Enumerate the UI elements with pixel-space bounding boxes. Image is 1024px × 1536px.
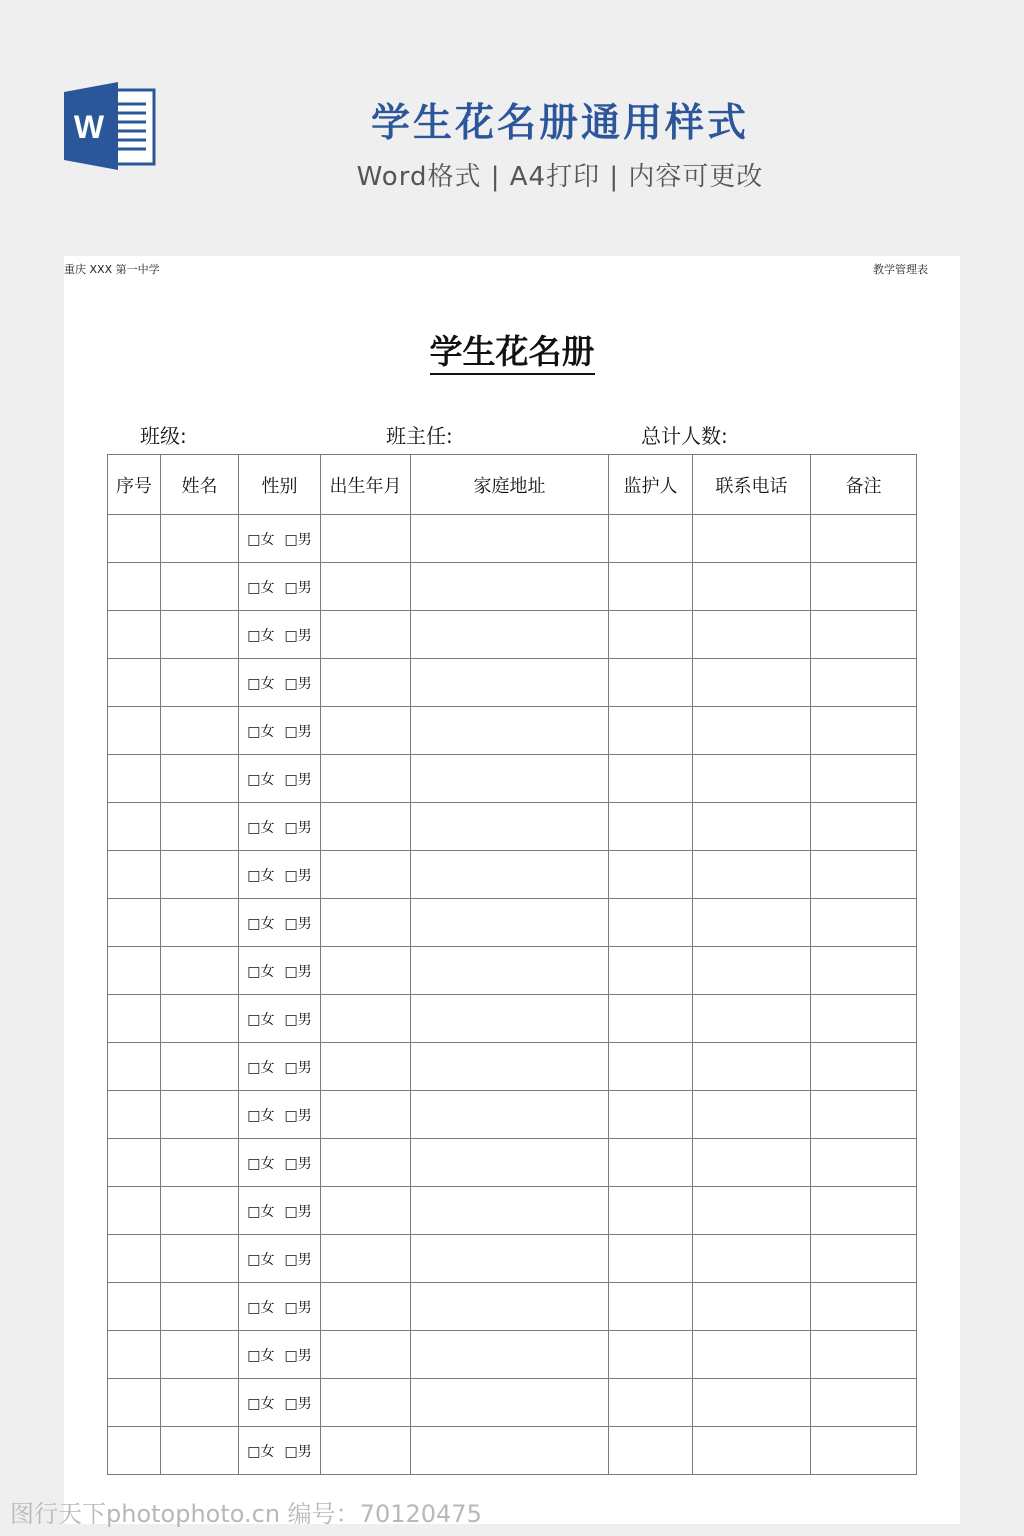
blank-cell[interactable] bbox=[161, 659, 239, 707]
table-row bbox=[108, 1283, 917, 1331]
blank-cell[interactable] bbox=[609, 1139, 693, 1187]
blank-cell[interactable] bbox=[693, 1379, 811, 1427]
blank-cell[interactable] bbox=[161, 899, 239, 947]
gender-cell[interactable] bbox=[239, 755, 321, 803]
male-checkbox[interactable]: □男 bbox=[284, 964, 312, 980]
female-checkbox[interactable]: □女 bbox=[247, 676, 275, 692]
blank-cell[interactable] bbox=[321, 1139, 411, 1187]
female-checkbox[interactable]: □女 bbox=[247, 964, 275, 980]
female-checkbox[interactable]: □女 bbox=[247, 628, 275, 644]
table-row bbox=[108, 947, 917, 995]
male-checkbox[interactable]: □男 bbox=[284, 868, 312, 884]
blank-cell[interactable] bbox=[811, 1427, 917, 1475]
male-checkbox[interactable]: □男 bbox=[284, 1444, 312, 1460]
blank-cell[interactable] bbox=[411, 851, 609, 899]
gender-cell[interactable] bbox=[239, 563, 321, 611]
teacher-field-label: 班主任: bbox=[386, 424, 453, 448]
blank-cell[interactable] bbox=[811, 659, 917, 707]
blank-cell[interactable] bbox=[108, 1427, 161, 1475]
table-row bbox=[108, 1091, 917, 1139]
blank-cell[interactable] bbox=[108, 899, 161, 947]
blank-cell[interactable] bbox=[161, 707, 239, 755]
table-row bbox=[108, 1331, 917, 1379]
blank-cell[interactable] bbox=[321, 1043, 411, 1091]
blank-cell[interactable] bbox=[811, 611, 917, 659]
blank-cell[interactable] bbox=[108, 659, 161, 707]
gender-cell[interactable] bbox=[239, 1379, 321, 1427]
blank-cell[interactable] bbox=[321, 995, 411, 1043]
column-header: 性别 bbox=[239, 455, 321, 515]
blank-cell[interactable] bbox=[411, 1283, 609, 1331]
blank-cell[interactable] bbox=[609, 1283, 693, 1331]
blank-cell[interactable] bbox=[161, 995, 239, 1043]
blank-cell[interactable] bbox=[609, 1331, 693, 1379]
blank-cell[interactable] bbox=[411, 1379, 609, 1427]
blank-cell[interactable] bbox=[321, 851, 411, 899]
table-row bbox=[108, 1187, 917, 1235]
blank-cell[interactable] bbox=[161, 1379, 239, 1427]
blank-cell[interactable] bbox=[108, 515, 161, 563]
female-checkbox[interactable]: □女 bbox=[247, 1252, 275, 1268]
column-header: 联系电话 bbox=[693, 455, 811, 515]
svg-text:W: W bbox=[73, 109, 105, 145]
gender-options bbox=[247, 1108, 311, 1124]
blank-cell[interactable] bbox=[108, 1235, 161, 1283]
gender-options bbox=[247, 1300, 311, 1316]
blank-cell[interactable] bbox=[108, 1139, 161, 1187]
column-header: 序号 bbox=[108, 455, 161, 515]
table-row bbox=[108, 1235, 917, 1283]
blank-cell[interactable] bbox=[609, 1091, 693, 1139]
blank-cell[interactable] bbox=[811, 515, 917, 563]
blank-cell[interactable] bbox=[609, 995, 693, 1043]
gender-options bbox=[247, 1012, 311, 1028]
table-row bbox=[108, 659, 917, 707]
blank-cell[interactable] bbox=[321, 563, 411, 611]
word-doc-icon bbox=[64, 82, 156, 170]
female-checkbox[interactable]: □女 bbox=[247, 1444, 275, 1460]
female-checkbox[interactable]: □女 bbox=[247, 1060, 275, 1076]
gender-options bbox=[247, 1348, 311, 1364]
column-header: 出生年月 bbox=[321, 455, 411, 515]
gender-options bbox=[247, 1444, 311, 1460]
blank-cell[interactable] bbox=[321, 803, 411, 851]
blank-cell[interactable] bbox=[693, 1331, 811, 1379]
blank-cell[interactable] bbox=[811, 1235, 917, 1283]
blank-cell[interactable] bbox=[411, 707, 609, 755]
document-title: 学生花名册 bbox=[64, 326, 960, 373]
blank-cell[interactable] bbox=[161, 1043, 239, 1091]
blank-cell[interactable] bbox=[609, 803, 693, 851]
gender-cell[interactable] bbox=[239, 1283, 321, 1331]
table-row bbox=[108, 995, 917, 1043]
blank-cell[interactable] bbox=[321, 899, 411, 947]
blank-cell[interactable] bbox=[321, 1187, 411, 1235]
blank-cell[interactable] bbox=[693, 1283, 811, 1331]
document-page bbox=[64, 256, 960, 1524]
blank-cell[interactable] bbox=[161, 1283, 239, 1331]
gender-cell[interactable] bbox=[239, 995, 321, 1043]
male-checkbox[interactable]: □男 bbox=[284, 772, 312, 788]
blank-cell[interactable] bbox=[161, 755, 239, 803]
blank-cell[interactable] bbox=[321, 1235, 411, 1283]
blank-cell[interactable] bbox=[411, 515, 609, 563]
blank-cell[interactable] bbox=[321, 659, 411, 707]
blank-cell[interactable] bbox=[811, 1139, 917, 1187]
blank-cell[interactable] bbox=[411, 755, 609, 803]
gender-cell[interactable] bbox=[239, 1091, 321, 1139]
blank-cell[interactable] bbox=[811, 1331, 917, 1379]
gender-cell[interactable] bbox=[239, 1139, 321, 1187]
blank-cell[interactable] bbox=[321, 611, 411, 659]
gender-options bbox=[247, 772, 311, 788]
blank-cell[interactable] bbox=[161, 611, 239, 659]
blank-cell[interactable] bbox=[321, 1379, 411, 1427]
blank-cell[interactable] bbox=[321, 515, 411, 563]
blank-cell[interactable] bbox=[693, 1043, 811, 1091]
blank-cell[interactable] bbox=[811, 1379, 917, 1427]
blank-cell[interactable] bbox=[693, 707, 811, 755]
blank-cell[interactable] bbox=[609, 851, 693, 899]
gender-cell[interactable] bbox=[239, 1187, 321, 1235]
gender-options bbox=[247, 868, 311, 884]
female-checkbox[interactable]: □女 bbox=[247, 1156, 275, 1172]
female-checkbox[interactable]: □女 bbox=[247, 724, 275, 740]
gender-cell[interactable] bbox=[239, 947, 321, 995]
blank-cell[interactable] bbox=[811, 1091, 917, 1139]
blank-cell[interactable] bbox=[693, 899, 811, 947]
female-checkbox[interactable]: □女 bbox=[247, 580, 275, 596]
blank-cell[interactable] bbox=[161, 1139, 239, 1187]
blank-cell[interactable] bbox=[108, 1283, 161, 1331]
blank-cell[interactable] bbox=[161, 563, 239, 611]
gender-options bbox=[247, 1252, 311, 1268]
blank-cell[interactable] bbox=[609, 1043, 693, 1091]
column-header: 监护人 bbox=[609, 455, 693, 515]
male-checkbox[interactable]: □男 bbox=[284, 724, 312, 740]
blank-cell[interactable] bbox=[811, 899, 917, 947]
table-row bbox=[108, 563, 917, 611]
male-checkbox[interactable]: □男 bbox=[284, 1396, 312, 1412]
table-header-row bbox=[108, 455, 917, 515]
gender-cell[interactable] bbox=[239, 707, 321, 755]
gender-cell[interactable] bbox=[239, 611, 321, 659]
gender-options bbox=[247, 1060, 311, 1076]
blank-cell[interactable] bbox=[161, 803, 239, 851]
female-checkbox[interactable]: □女 bbox=[247, 532, 275, 548]
blank-cell[interactable] bbox=[811, 563, 917, 611]
roster-table bbox=[107, 454, 917, 1475]
total-count-field-label: 总计人数: bbox=[641, 424, 728, 448]
table-row bbox=[108, 755, 917, 803]
blank-cell[interactable] bbox=[693, 995, 811, 1043]
blank-cell[interactable] bbox=[411, 899, 609, 947]
blank-cell[interactable] bbox=[161, 1235, 239, 1283]
gender-cell[interactable] bbox=[239, 1043, 321, 1091]
blank-cell[interactable] bbox=[811, 803, 917, 851]
blank-cell[interactable] bbox=[693, 1139, 811, 1187]
gender-cell[interactable] bbox=[239, 1235, 321, 1283]
female-checkbox[interactable]: □女 bbox=[247, 1348, 275, 1364]
male-checkbox[interactable]: □男 bbox=[284, 916, 312, 932]
blank-cell[interactable] bbox=[811, 947, 917, 995]
gender-options bbox=[247, 1396, 311, 1412]
blank-cell[interactable] bbox=[693, 803, 811, 851]
female-checkbox[interactable]: □女 bbox=[247, 1012, 275, 1028]
male-checkbox[interactable]: □男 bbox=[284, 1348, 312, 1364]
blank-cell[interactable] bbox=[811, 1283, 917, 1331]
male-checkbox[interactable]: □男 bbox=[284, 1108, 312, 1124]
male-checkbox[interactable]: □男 bbox=[284, 628, 312, 644]
blank-cell[interactable] bbox=[108, 1379, 161, 1427]
blank-cell[interactable] bbox=[609, 611, 693, 659]
blank-cell[interactable] bbox=[411, 1427, 609, 1475]
class-field-label: 班级: bbox=[140, 424, 187, 448]
blank-cell[interactable] bbox=[609, 659, 693, 707]
blank-cell[interactable] bbox=[411, 1331, 609, 1379]
blank-cell[interactable] bbox=[693, 1427, 811, 1475]
gender-options bbox=[247, 916, 311, 932]
blank-cell[interactable] bbox=[609, 1235, 693, 1283]
blank-cell[interactable] bbox=[811, 755, 917, 803]
blank-cell[interactable] bbox=[609, 1379, 693, 1427]
female-checkbox[interactable]: □女 bbox=[247, 1396, 275, 1412]
male-checkbox[interactable]: □男 bbox=[284, 580, 312, 596]
blank-cell[interactable] bbox=[108, 947, 161, 995]
gender-options bbox=[247, 676, 311, 692]
blank-cell[interactable] bbox=[161, 1427, 239, 1475]
table-row bbox=[108, 899, 917, 947]
blank-cell[interactable] bbox=[161, 515, 239, 563]
blank-cell[interactable] bbox=[161, 851, 239, 899]
blank-cell[interactable] bbox=[609, 1187, 693, 1235]
gender-options bbox=[247, 1204, 311, 1220]
school-name: 重庆 XXX 第一中学 bbox=[64, 263, 160, 276]
gender-options bbox=[247, 628, 311, 644]
blank-cell[interactable] bbox=[108, 1091, 161, 1139]
female-checkbox[interactable]: □女 bbox=[247, 1204, 275, 1220]
blank-cell[interactable] bbox=[693, 1091, 811, 1139]
blank-cell[interactable] bbox=[411, 803, 609, 851]
blank-cell[interactable] bbox=[321, 947, 411, 995]
column-header: 家庭地址 bbox=[411, 455, 609, 515]
male-checkbox[interactable]: □男 bbox=[284, 676, 312, 692]
blank-cell[interactable] bbox=[411, 563, 609, 611]
gender-options bbox=[247, 1156, 311, 1172]
column-header: 备注 bbox=[811, 455, 917, 515]
blank-cell[interactable] bbox=[108, 1043, 161, 1091]
blank-cell[interactable] bbox=[321, 1427, 411, 1475]
female-checkbox[interactable]: □女 bbox=[247, 868, 275, 884]
blank-cell[interactable] bbox=[411, 995, 609, 1043]
blank-cell[interactable] bbox=[108, 563, 161, 611]
blank-cell[interactable] bbox=[811, 707, 917, 755]
gender-cell[interactable] bbox=[239, 899, 321, 947]
blank-cell[interactable] bbox=[321, 755, 411, 803]
gender-cell[interactable] bbox=[239, 515, 321, 563]
gender-options bbox=[247, 820, 311, 836]
female-checkbox[interactable]: □女 bbox=[247, 772, 275, 788]
table-row bbox=[108, 1379, 917, 1427]
blank-cell[interactable] bbox=[693, 851, 811, 899]
male-checkbox[interactable]: □男 bbox=[284, 1204, 312, 1220]
blank-cell[interactable] bbox=[108, 755, 161, 803]
male-checkbox[interactable]: □男 bbox=[284, 820, 312, 836]
blank-cell[interactable] bbox=[609, 1427, 693, 1475]
watermark: 图行天下photophoto.cn 编号：70120475 bbox=[10, 1500, 482, 1528]
blank-cell[interactable] bbox=[411, 1091, 609, 1139]
blank-cell[interactable] bbox=[609, 947, 693, 995]
column-header: 姓名 bbox=[161, 455, 239, 515]
blank-cell[interactable] bbox=[811, 1187, 917, 1235]
blank-cell[interactable] bbox=[693, 659, 811, 707]
blank-cell[interactable] bbox=[321, 1283, 411, 1331]
blank-cell[interactable] bbox=[411, 611, 609, 659]
blank-cell[interactable] bbox=[108, 611, 161, 659]
gender-options bbox=[247, 724, 311, 740]
female-checkbox[interactable]: □女 bbox=[247, 1300, 275, 1316]
blank-cell[interactable] bbox=[411, 1187, 609, 1235]
blank-cell[interactable] bbox=[411, 659, 609, 707]
female-checkbox[interactable]: □女 bbox=[247, 916, 275, 932]
blank-cell[interactable] bbox=[811, 995, 917, 1043]
blank-cell[interactable] bbox=[693, 1235, 811, 1283]
blank-cell[interactable] bbox=[609, 515, 693, 563]
male-checkbox[interactable]: □男 bbox=[284, 1252, 312, 1268]
blank-cell[interactable] bbox=[811, 851, 917, 899]
blank-cell[interactable] bbox=[161, 1331, 239, 1379]
gender-options bbox=[247, 964, 311, 980]
blank-cell[interactable] bbox=[609, 707, 693, 755]
table-row bbox=[108, 1043, 917, 1091]
male-checkbox[interactable]: □男 bbox=[284, 532, 312, 548]
blank-cell[interactable] bbox=[693, 947, 811, 995]
blank-cell[interactable] bbox=[161, 947, 239, 995]
female-checkbox[interactable]: □女 bbox=[247, 1108, 275, 1124]
promo-title: 学生花名册通用样式 bbox=[370, 101, 749, 146]
blank-cell[interactable] bbox=[108, 1187, 161, 1235]
blank-cell[interactable] bbox=[108, 803, 161, 851]
gender-options bbox=[247, 580, 311, 596]
blank-cell[interactable] bbox=[411, 1139, 609, 1187]
blank-cell[interactable] bbox=[161, 1187, 239, 1235]
blank-cell[interactable] bbox=[693, 611, 811, 659]
blank-cell[interactable] bbox=[609, 899, 693, 947]
gender-cell[interactable] bbox=[239, 1427, 321, 1475]
blank-cell[interactable] bbox=[108, 707, 161, 755]
gender-options bbox=[247, 532, 311, 548]
table-row bbox=[108, 803, 917, 851]
blank-cell[interactable] bbox=[321, 1091, 411, 1139]
table-row bbox=[108, 1139, 917, 1187]
blank-cell[interactable] bbox=[161, 1091, 239, 1139]
table-row bbox=[108, 611, 917, 659]
blank-cell[interactable] bbox=[693, 755, 811, 803]
blank-cell[interactable] bbox=[108, 1331, 161, 1379]
gender-cell[interactable] bbox=[239, 851, 321, 899]
male-checkbox[interactable]: □男 bbox=[284, 1012, 312, 1028]
gender-cell[interactable] bbox=[239, 659, 321, 707]
blank-cell[interactable] bbox=[108, 995, 161, 1043]
blank-cell[interactable] bbox=[411, 1043, 609, 1091]
blank-cell[interactable] bbox=[411, 1235, 609, 1283]
gender-cell[interactable] bbox=[239, 1331, 321, 1379]
form-type: 教学管理表 bbox=[873, 263, 928, 276]
table-row bbox=[108, 851, 917, 899]
blank-cell[interactable] bbox=[693, 515, 811, 563]
blank-cell[interactable] bbox=[609, 563, 693, 611]
blank-cell[interactable] bbox=[321, 707, 411, 755]
blank-cell[interactable] bbox=[108, 851, 161, 899]
table-row bbox=[108, 1427, 917, 1475]
male-checkbox[interactable]: □男 bbox=[284, 1060, 312, 1076]
blank-cell[interactable] bbox=[321, 1331, 411, 1379]
blank-cell[interactable] bbox=[693, 563, 811, 611]
promo-subtitle: Word格式 | A4打印 | 内容可更改 bbox=[356, 162, 764, 192]
blank-cell[interactable] bbox=[693, 1187, 811, 1235]
male-checkbox[interactable]: □男 bbox=[284, 1156, 312, 1172]
female-checkbox[interactable]: □女 bbox=[247, 820, 275, 836]
blank-cell[interactable] bbox=[411, 947, 609, 995]
table-row bbox=[108, 515, 917, 563]
gender-cell[interactable] bbox=[239, 803, 321, 851]
table-row bbox=[108, 707, 917, 755]
blank-cell[interactable] bbox=[811, 1043, 917, 1091]
male-checkbox[interactable]: □男 bbox=[284, 1300, 312, 1316]
blank-cell[interactable] bbox=[609, 755, 693, 803]
